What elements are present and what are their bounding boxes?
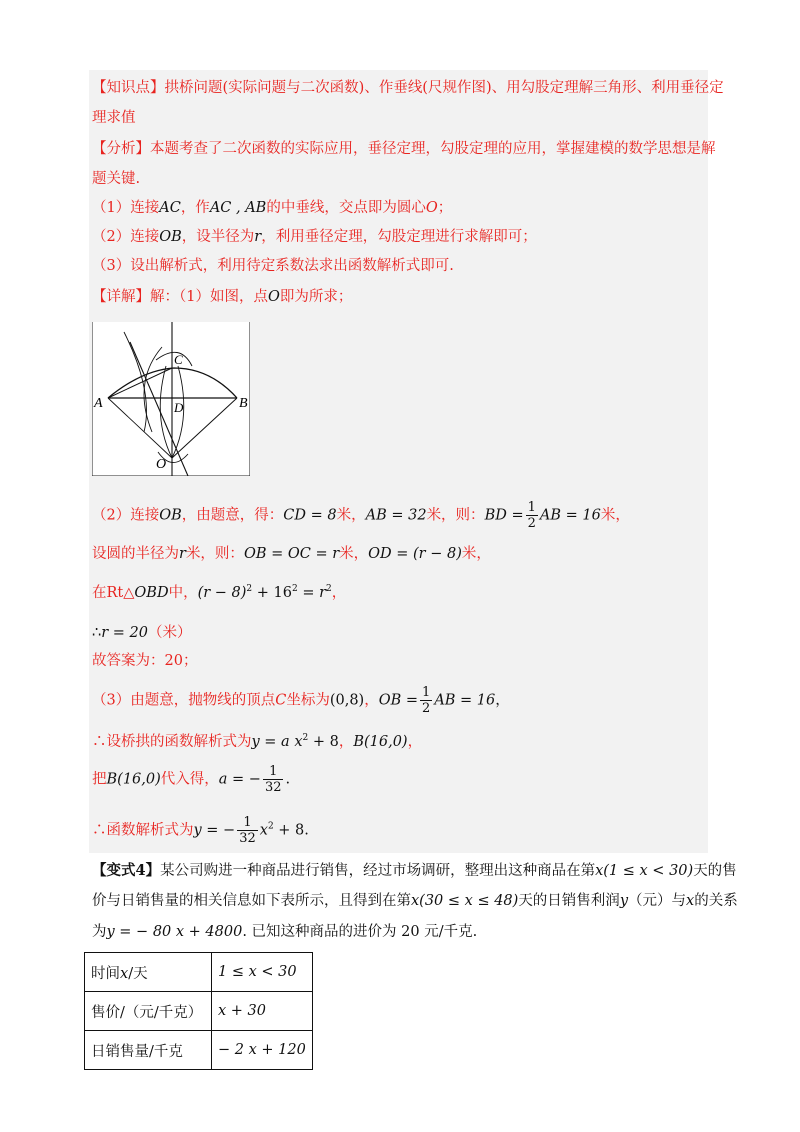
- text: （3）设出解析式，利用待定系数法求出函数解析式即可.: [92, 258, 454, 274]
- table-cell-value: x + 30: [212, 992, 313, 1031]
- exponent: 2: [291, 584, 298, 594]
- math: r: [179, 546, 186, 562]
- math: (r − 8): [197, 585, 247, 601]
- text: （米）: [147, 625, 192, 641]
- math: BD =: [484, 507, 524, 524]
- variant-line-2: [92, 891, 738, 911]
- table-cell-value: − 2 x + 120: [212, 1031, 313, 1070]
- knowledge-line-1: [92, 78, 724, 98]
- text: ，: [407, 734, 423, 750]
- text: .: [285, 771, 291, 788]
- text: ，利用垂径定理，勾股定理进行求解即可；: [261, 229, 537, 245]
- text: ，作: [180, 200, 210, 216]
- text: 把: [92, 771, 107, 788]
- knowledge-text: 拱桥问题(实际问题与二次函数)、作垂线(尺规作图)、用勾股定理解三角形、利用垂径定: [164, 80, 724, 96]
- analysis-text-cont: 题关键.: [92, 171, 141, 187]
- math: AB = 32: [365, 507, 427, 524]
- text: 米，: [461, 546, 491, 562]
- math: = r: [297, 585, 327, 601]
- math: O: [425, 200, 438, 216]
- text: 的关系: [694, 893, 738, 909]
- math: x: [120, 965, 129, 982]
- text: ，由题意，得：: [181, 507, 284, 524]
- exponent: 2: [246, 584, 253, 594]
- table-cell-label: [85, 1031, 212, 1070]
- fraction: [420, 685, 432, 716]
- part3-line-2: [92, 732, 422, 752]
- text: （1）连接: [92, 200, 160, 216]
- text: 即为所求；: [279, 289, 353, 305]
- math: C: [275, 692, 287, 709]
- math: B(16,0): [106, 771, 161, 788]
- answer-text: 故答案为：20；: [92, 653, 198, 669]
- math: OB: [159, 229, 182, 245]
- text: 某公司购进一种商品进行销售，经过市场调研，整理出这种商品在第: [160, 863, 596, 879]
- part2-line-1: [92, 500, 630, 531]
- denominator: 32: [239, 831, 256, 846]
- text: 米，: [339, 546, 369, 562]
- text: ，: [338, 734, 354, 750]
- label-a: A: [94, 396, 103, 411]
- text: . 已知这种商品的进价为 20 元/千克.: [242, 924, 478, 940]
- math: AB = 16: [434, 692, 496, 709]
- math: B(16,0): [353, 734, 408, 750]
- math: r: [254, 229, 262, 245]
- detail-tag: 【详解】: [92, 289, 150, 305]
- text: 米，: [600, 507, 630, 524]
- math: OBD: [134, 585, 169, 601]
- text: 代入得，: [160, 771, 219, 788]
- text: 天的售: [693, 863, 737, 879]
- therefore-symbol: ∴: [92, 625, 102, 641]
- table-cell-value: 1 ≤ x < 30: [212, 953, 313, 992]
- text: ，: [331, 585, 347, 601]
- text: （3）由题意，抛物线的顶点: [92, 692, 276, 709]
- part2-line-4: [92, 623, 191, 643]
- math: a = −: [218, 771, 261, 788]
- part2-line-5: [92, 651, 197, 671]
- detail-line: [92, 287, 352, 307]
- knowledge-line-2: [92, 108, 136, 128]
- part2-line-3: [92, 583, 346, 603]
- math: AC , AB: [209, 200, 267, 216]
- numerator: 1: [263, 764, 284, 780]
- analysis-step-2: [92, 227, 537, 247]
- text: （元）与: [628, 893, 687, 909]
- math: CD = 8: [283, 507, 337, 524]
- math: x: [686, 893, 695, 909]
- part3-line-3: [92, 764, 290, 795]
- variant-line-1: [92, 861, 737, 881]
- analysis-tag: 【分析】: [92, 141, 150, 157]
- fraction: [263, 764, 284, 795]
- math: OB: [159, 507, 182, 524]
- text: 为: [92, 924, 107, 940]
- exponent: 2: [267, 821, 274, 832]
- math: AB = 16: [539, 507, 601, 524]
- exponent: 2: [326, 584, 332, 594]
- text: （2）连接: [92, 229, 160, 245]
- numerator: 1: [527, 500, 536, 515]
- text: ∴设桥拱的函数解析式为: [92, 734, 252, 750]
- math: x(30 ≤ x ≤ 48): [411, 893, 519, 909]
- table-row: [85, 992, 313, 1031]
- fraction: [237, 815, 258, 846]
- text: 坐标为: [286, 692, 330, 709]
- text: ，: [364, 692, 379, 709]
- part2-line-2: [92, 544, 491, 564]
- numerator: 1: [422, 685, 431, 700]
- text: /天: [128, 965, 148, 982]
- analysis-step-3: [92, 256, 454, 276]
- knowledge-text-cont: 理求值: [92, 110, 136, 126]
- math: y = −: [193, 822, 236, 839]
- math: + 8: [308, 734, 339, 750]
- text: ，: [495, 692, 510, 709]
- text: ∴函数解析式为: [92, 822, 194, 839]
- numerator: 1: [237, 815, 258, 831]
- math: r = 20: [101, 625, 148, 641]
- math: OB =: [378, 692, 419, 709]
- exponent: 2: [302, 733, 309, 743]
- knowledge-tag: 【知识点】: [92, 80, 165, 96]
- label-c: C: [174, 352, 183, 367]
- variant-tag: 【变式4】: [92, 862, 161, 879]
- text: 在Rt△: [92, 585, 135, 601]
- table-row: [85, 953, 313, 992]
- table-row: [85, 1031, 313, 1070]
- denominator: 32: [264, 780, 282, 795]
- text: 时间: [91, 965, 120, 982]
- label-d: D: [174, 400, 184, 415]
- math: OB = OC = r: [243, 546, 340, 562]
- table-cell-label: [85, 992, 212, 1031]
- text: 解：（1）如图，点: [150, 289, 268, 305]
- construction-figure: [92, 322, 250, 476]
- math: x: [259, 822, 268, 839]
- text: 设圆的半径为: [92, 546, 179, 562]
- analysis-line-2: [92, 169, 140, 189]
- math: y: [619, 893, 629, 909]
- text: 价与日销售量的相关信息如下表所示，且得到在第: [92, 893, 411, 909]
- denominator: 2: [527, 516, 536, 531]
- fraction: [526, 500, 538, 531]
- variant-line-3: [92, 922, 477, 942]
- math: x(1 ≤ x < 30): [595, 863, 694, 879]
- label-o: O: [156, 457, 167, 472]
- text: 米，则：: [426, 507, 485, 524]
- text: 天的日销售利润: [518, 893, 620, 909]
- table-cell-label: [85, 953, 212, 992]
- math: AC: [159, 200, 181, 216]
- price-sales-table: [84, 952, 313, 1070]
- math: (0,8): [329, 692, 365, 709]
- math: + 16: [252, 585, 292, 601]
- text: 中，: [168, 585, 198, 601]
- text: ，设半径为: [181, 229, 255, 245]
- math: + 8: [273, 822, 305, 839]
- figure-background: [92, 322, 250, 476]
- math: y = − 80 x + 4800: [106, 924, 243, 940]
- label-b: B: [239, 396, 248, 411]
- text: ；: [437, 200, 453, 216]
- text: 日销售量/千克: [91, 1043, 183, 1060]
- math: y = a x: [251, 734, 303, 750]
- text: 售价/（元/千克）: [91, 1004, 203, 1021]
- math: O: [267, 289, 280, 305]
- analysis-line-1: [92, 139, 716, 159]
- text: 的中垂线，交点即为圆心: [266, 200, 426, 216]
- text: 米，: [336, 507, 366, 524]
- math: OD = (r − 8): [368, 546, 462, 562]
- part3-line-1: [92, 685, 510, 716]
- denominator: 2: [422, 701, 431, 716]
- analysis-text: 本题考查了二次函数的实际应用，垂径定理，勾股定理的应用，掌握建模的数学思想是解: [150, 141, 716, 157]
- text: （2）连接: [92, 507, 160, 524]
- part3-line-4: [92, 815, 309, 846]
- analysis-step-1: [92, 198, 452, 218]
- text: 米，则：: [185, 546, 244, 562]
- text: .: [304, 822, 309, 839]
